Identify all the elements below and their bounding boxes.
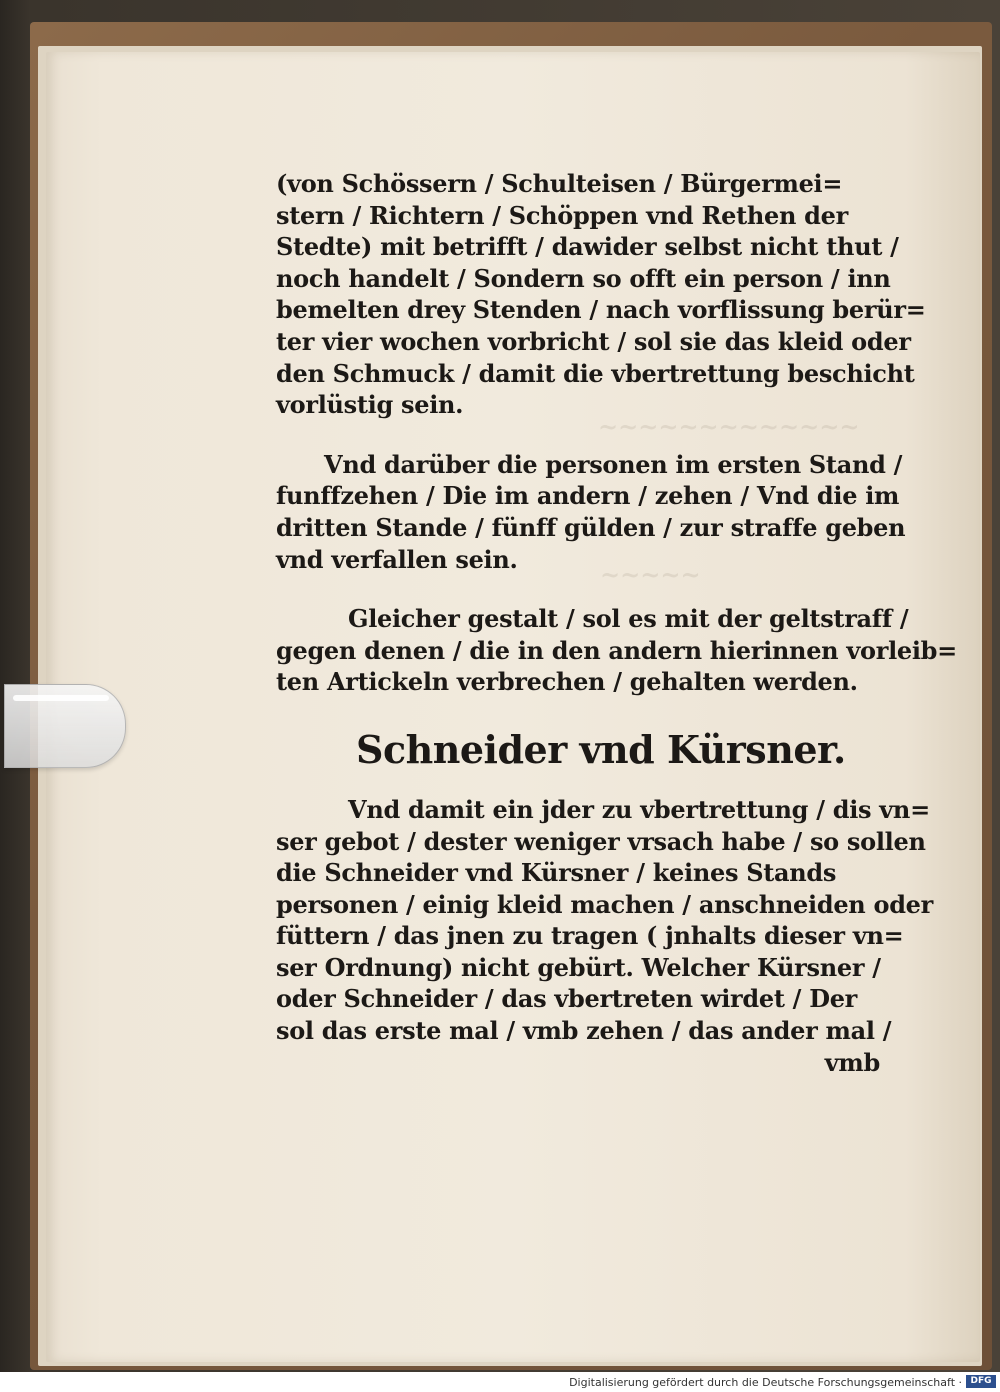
- text-line: bemelten drey Stenden / nach vorflissung berür=: [276, 295, 926, 325]
- text-line: vorlüstig sein.: [276, 390, 464, 420]
- catchword: vmb: [824, 1047, 880, 1077]
- paragraph-4: [276, 794, 933, 1078]
- text-line: funffzehen / Die im andern / zehen / Vnd die im: [276, 481, 900, 511]
- text-line: Gleicher gestalt / sol es mit der geltstraff /: [348, 604, 909, 634]
- text-line: ser Ordnung) nicht gebürt. Welcher Kürsner /: [276, 952, 881, 982]
- paragraph-1: [276, 168, 926, 421]
- text-line: dritten Stande / fünff gülden / zur straffe geben: [276, 512, 906, 542]
- text-line: Vnd darüber die personen im ersten Stand /: [324, 449, 903, 479]
- text-line: die Schneider vnd Kürsner / keines Stands: [276, 858, 837, 888]
- page-marker-tab: [4, 684, 126, 768]
- text-line: (von Schössern / Schulteisen / Bürgermei=: [276, 169, 843, 198]
- text-line: Stedte) mit betrifft / dawider selbst nicht thut /: [276, 232, 899, 262]
- footer-bar: [0, 1372, 1000, 1392]
- text-line: ter vier wochen vorbricht / sol sie das kleid oder: [276, 326, 911, 356]
- text-line: ten Artickeln verbrechen / gehalten werden.: [276, 667, 858, 697]
- text-line: füttern / das jnen zu tragen ( jnhalts dieser vn=: [276, 921, 904, 951]
- dfg-logo: DFG: [966, 1375, 996, 1388]
- funding-credit: Digitalisierung gefördert durch die Deutsche Forschungsgemeinschaft ·: [569, 1376, 962, 1389]
- text-line: noch handelt / Sondern so offt ein person / inn: [276, 263, 891, 293]
- paragraph-3: [276, 603, 957, 698]
- paragraph-2: [276, 449, 906, 575]
- text-line: den Schmuck / damit die vbertrettung beschicht: [276, 358, 915, 388]
- text-line: ser gebot / dester weniger vrsach habe / so sollen: [276, 826, 926, 856]
- section-heading: Schneider vnd Kürsner.: [356, 726, 846, 772]
- text-line: oder Schneider / das vbertreten wirdet / Der: [276, 984, 858, 1014]
- text-line: Vnd damit ein jder zu vbertrettung / dis vn=: [348, 794, 930, 824]
- text-line: gegen denen / die in den andern hierinnen vorleib=: [276, 635, 957, 665]
- tab-highlight: [13, 695, 109, 701]
- text-line: sol das erste mal / vmb zehen / das ander mal /: [276, 1016, 892, 1046]
- text-line: personen / einig kleid machen / anschneiden oder: [276, 889, 933, 919]
- show-through-text: ~~~~~: [600, 560, 701, 589]
- text-line: stern / Richtern / Schöppen vnd Rethen der: [276, 200, 848, 230]
- page-text: [276, 168, 957, 1078]
- show-through-text: ~~~~~~~~~~~~~: [598, 412, 860, 441]
- text-line: vnd verfallen sein.: [276, 544, 518, 574]
